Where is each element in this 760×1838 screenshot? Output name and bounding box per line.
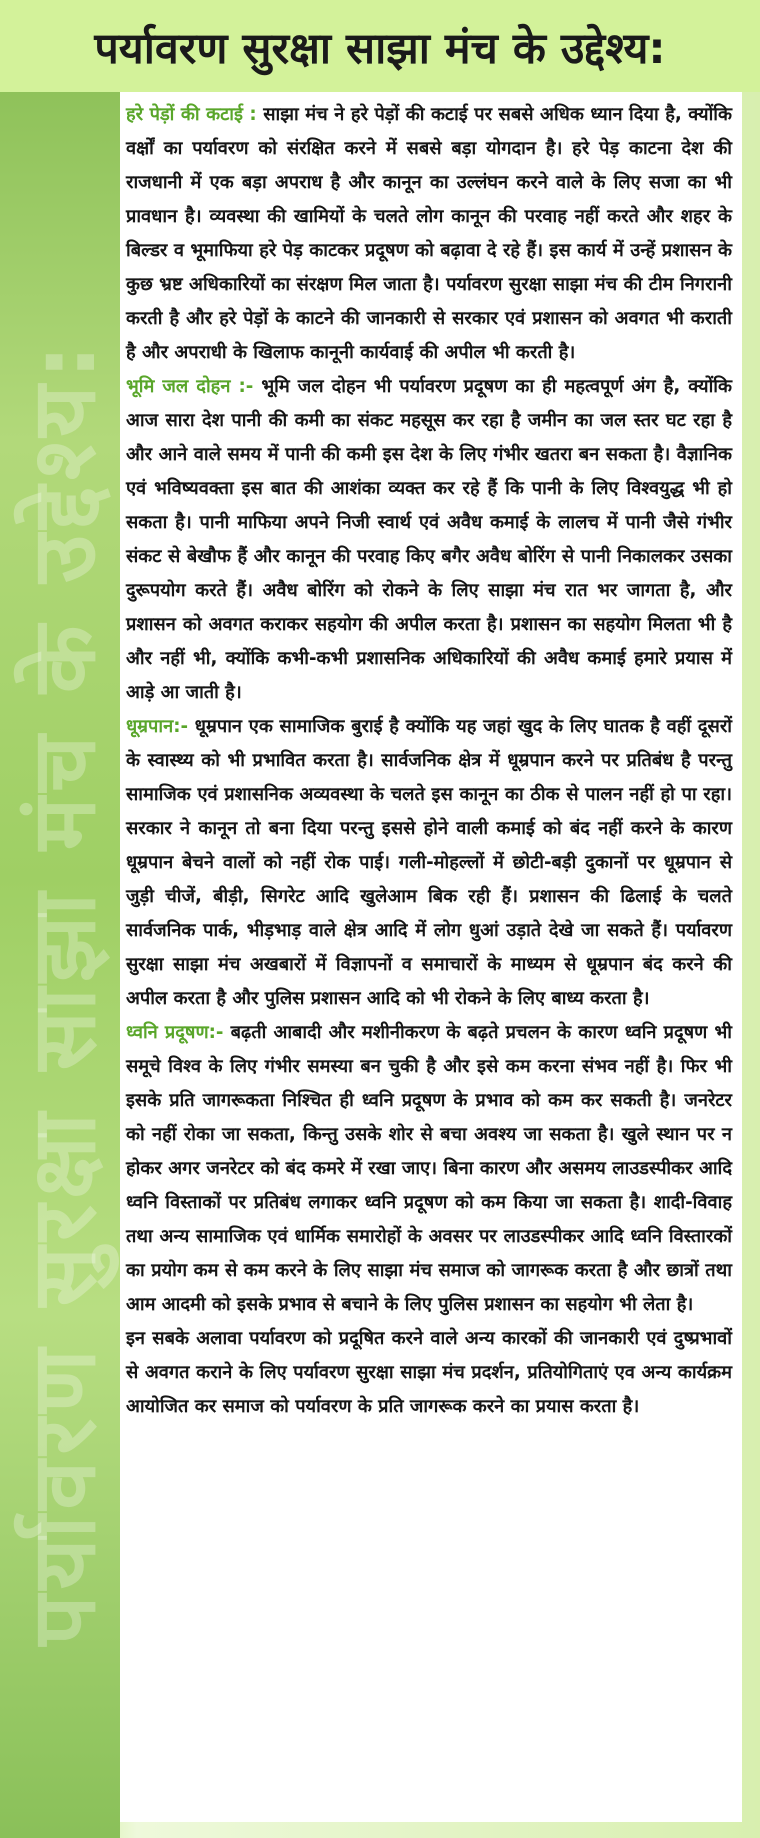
section-tree-cutting — [126, 98, 732, 370]
sidebar-watermark: पर्यावरण सुरक्षा साझा मंच के उद्देश्य: — [12, 338, 115, 1646]
section-body: बढ़ती आबादी और मशीनीकरण के बढ़ते प्रचलन के कारण ध्वनि प्रदूषण भी समूचे विश्व के लिए गंभीर समस्या बन चुकी है और इसे कम करना संभव नहीं है। फिर भी इसके प्रति जागरूकता निश्चित ही ध्वनि प्रदूषण के प्रभाव को कम कर सकती है। जनरेटर को नहीं रोका जा सकता, किन्तु उसके शोर से बचा अवश्य जा सकता है। खुले स्थान पर न होकर अगर जनरेटर को बंद कमरे में रखा जाए। बिना कारण और असमय लाउडस्पीकर आदि ध्वनि विस्ताकों पर प्रतिबंध लगाकर ध्वनि प्रदूषण को कम किया जा सकता है। शादी-विवाह तथा अन्य सामाजिक एवं धार्मिक समारोहों के अवसर पर लाउडस्पीकर आदि ध्वनि विस्तारकों का प्रयोग कम से कम करने के लिए साझा मंच समाज को जागरूक करता है और छात्रों तथा आम आदमी को इसके प्रभाव से बचाने के लिए पुलिस प्रशासन का सहयोग भी लेता है। — [126, 1022, 732, 1315]
section-body: धूम्रपान एक सामाजिक बुराई है क्योंकि यह जहां खुद के लिए घातक है वहीं दूसरों के स्वास्थ्य को भी प्रभावित करता है। सार्वजनिक क्षेत्र में धूम्रपान करने पर प्रतिबंध है परन्तु सामाजिक एवं प्रशासनिक अव्यवस्था के चलते इस कानून का ठीक से पालन नहीं हो पा रहा। सरकार ने कानून तो बना दिया परन्तु इससे होने वाली कमाई को बंद नहीं करने के कारण धूम्रपान बेचने वालों को नहीं रोक पाई। गली-मोहल्लों में छोटी-बड़ी दुकानों पर धूम्रपान से जुड़ी चीजें, बीड़ी, सिगरेट आदि खुलेआम बिक रही हैं। प्रशासन की ढिलाई के चलते सार्वजनिक पार्क, भीड़भाड़ वाले क्षेत्र आदि में लोग धुआं उड़ाते देखे जा सकते हैं। पर्यावरण सुरक्षा साझा मंच अखबारों में विज्ञापनों व समाचारों के माध्यम से धूम्रपान बंद करने की अपील करता है और पुलिस प्रशासन आदि को भी रोकने के लिए बाध्य करता है। — [126, 716, 732, 1009]
section-body: साझा मंच ने हरे पेड़ों की कटाई पर सबसे अधिक ध्यान दिया है, क्योंकि वर्क्षों का पर्यावरण को संरक्षित करने में सबसे बड़ा योगदान है। हरे पेड़ काटना देश की राजधानी में एक बड़ा अपराध है और कानून का उल्लंघन करने वाले के लिए सजा का भी प्रावधान है। व्यवस्था की खामियों के चलते लोग कानून की परवाह नहीं करते और शहर के बिल्डर व भूमाफिया हरे पेड़ काटकर प्रदूषण को बढ़ावा दे रहे हैं। इस कार्य में उन्हें प्रशासन के कुछ भ्रष्ट अधिकारियों का संरक्षण मिल जाता है। पर्यावरण सुरक्षा साझा मंच की टीम निगरानी करती है और हरे पेड़ों के काटने की जानकारी से सरकार एवं प्रशासन को अवगत भी कराती है और अपराधी के खिलाफ कानूनी कार्यवाई की अपील भी करती है। — [126, 104, 732, 363]
section-groundwater — [126, 370, 732, 710]
section-heading: ध्वनि प्रदूषण:- — [126, 1022, 224, 1043]
section-noise-pollution — [126, 1016, 732, 1322]
section-heading: हरे पेड़ों की कटाई : — [126, 104, 257, 125]
decorative-sidebar — [0, 92, 120, 1838]
section-conclusion — [126, 1322, 732, 1424]
section-heading: भूमि जल दोहन :- — [126, 376, 254, 397]
section-body: इन सबके अलावा पर्यावरण को प्रदूषित करने वाले अन्य कारकों की जानकारी एवं दुष्प्रभावों से अवगत कराने के लिए पर्यावरण सुरक्षा साझा मंच प्रदर्शन, प्रतियोगिताएं एव अन्य कार्यक्रम आयोजित कर समाज को पर्यावरण के प्रति जागरूक करने का प्रयास करता है। — [126, 1328, 732, 1417]
section-heading: धूम्रपान:- — [126, 716, 189, 737]
section-smoking — [126, 710, 732, 1016]
section-body: भूमि जल दोहन भी पर्यावरण प्रदूषण का ही महत्वपूर्ण अंग है, क्योंकि आज सारा देश पानी की कमी का संकट महसूस कर रहा है जमीन का जल स्तर घट रहा है और आने वाले समय में पानी की कमी इस देश के लिए गंभीर खतरा बन सकता है। वैज्ञानिक एवं भविष्यवक्ता इस बात की आशंका व्यक्त कर रहे हैं कि पानी के लिए विश्वयुद्ध भी हो सकता है। पानी माफिया अपने निजी स्वार्थ एवं अवैध कमाई के लालच में पानी जैसे गंभीर संकट से बेखौफ हैं और कानून की परवाह किए बगैर अवैध बोरिंग से पानी निकालकर उसका दुरूपयोग करते हैं। अवैध बोरिंग को रोकने के लिए साझा मंच रात भर जागता है, और प्रशासन को अवगत कराकर सहयोग की अपील करता है। प्रशासन का सहयोग मिलता भी है और नहीं भी, क्योंकि कभी-कभी प्रशासनिक अधिकारियों की अवैध कमाई हमारे प्रयास में आड़े आ जाती है। — [126, 376, 732, 703]
content-panel — [120, 92, 742, 1822]
header-banner — [0, 0, 760, 92]
page-title: पर्यावरण सुरक्षा साझा मंच के उद्देश्य: — [94, 23, 666, 74]
